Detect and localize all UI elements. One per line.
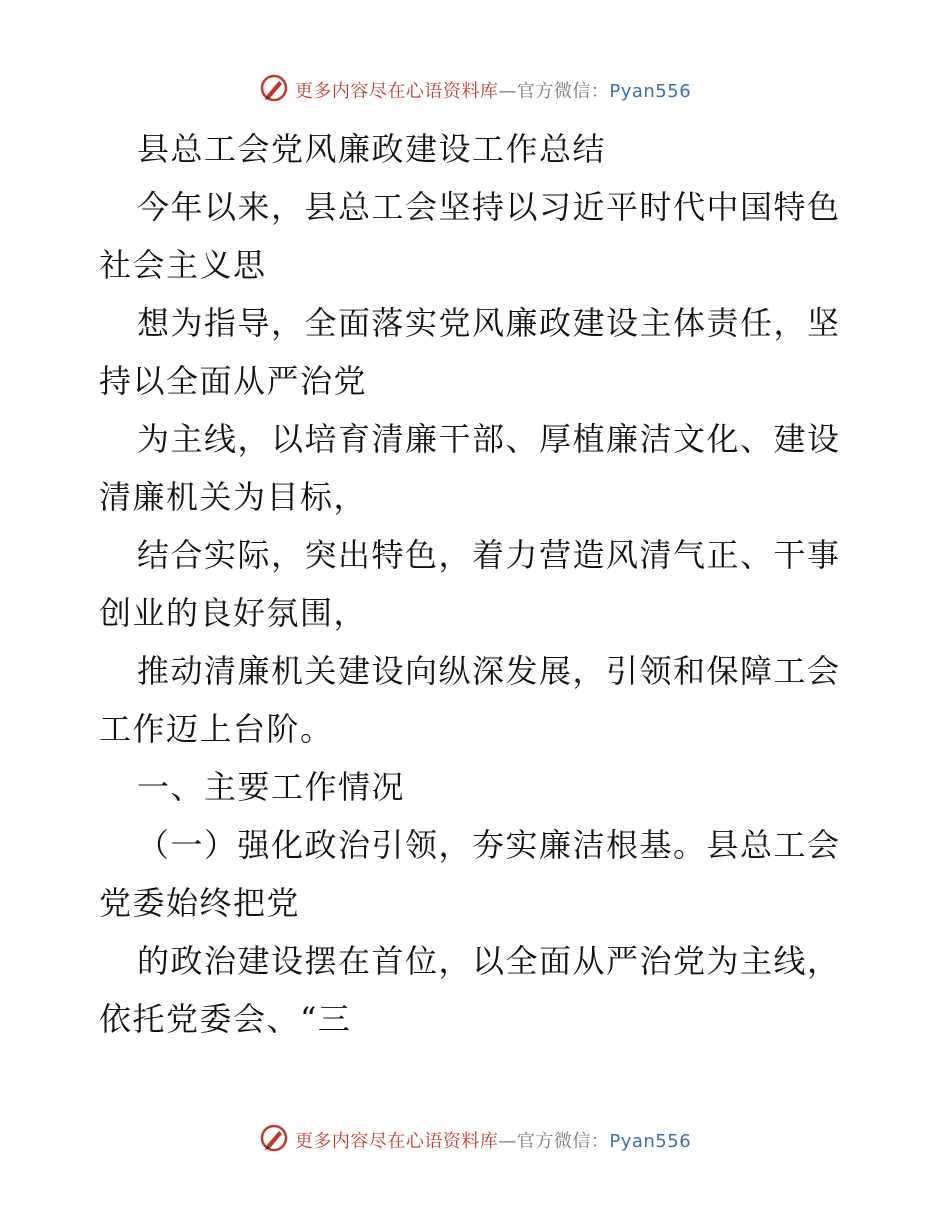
- header-watermark-banner: [0, 70, 950, 110]
- paragraph: 结合实际，突出特色，着力营造风清气正、干事创业的良好氛围，: [99, 536, 841, 632]
- paragraph: 想为指导，全面落实党风廉政建设主体责任，坚持以全面从严治党: [99, 304, 841, 400]
- watermark-text: 更多内容尽在心语资料库—官方微信：Pyan556: [294, 1131, 692, 1152]
- paragraph: （一）强化政治引领，夯实廉洁根基。县总工会党委始终把党: [99, 826, 841, 922]
- paragraph: 推动清廉机关建设向纵深发展，引领和保障工会工作迈上台阶。: [99, 652, 841, 748]
- footer-watermark-banner: [0, 1120, 950, 1160]
- section-heading: 一、主要工作情况: [137, 768, 406, 806]
- pen-in-circle-icon: [259, 73, 289, 107]
- watermark-text: 更多内容尽在心语资料库—官方微信：Pyan556: [294, 81, 692, 102]
- paragraph: 为主线，以培育清廉干部、厚植廉洁文化、建设清廉机关为目标，: [99, 420, 841, 516]
- pen-in-circle-icon: [259, 1123, 289, 1157]
- document-title: 县总工会党风廉政建设工作总结: [137, 130, 607, 168]
- paragraph: 的政治建设摆在首位，以全面从严治党为主线，依托党委会、“三: [99, 942, 841, 1038]
- document-body: [99, 120, 859, 1048]
- paragraph: 今年以来，县总工会坚持以习近平时代中国特色社会主义思: [99, 188, 841, 284]
